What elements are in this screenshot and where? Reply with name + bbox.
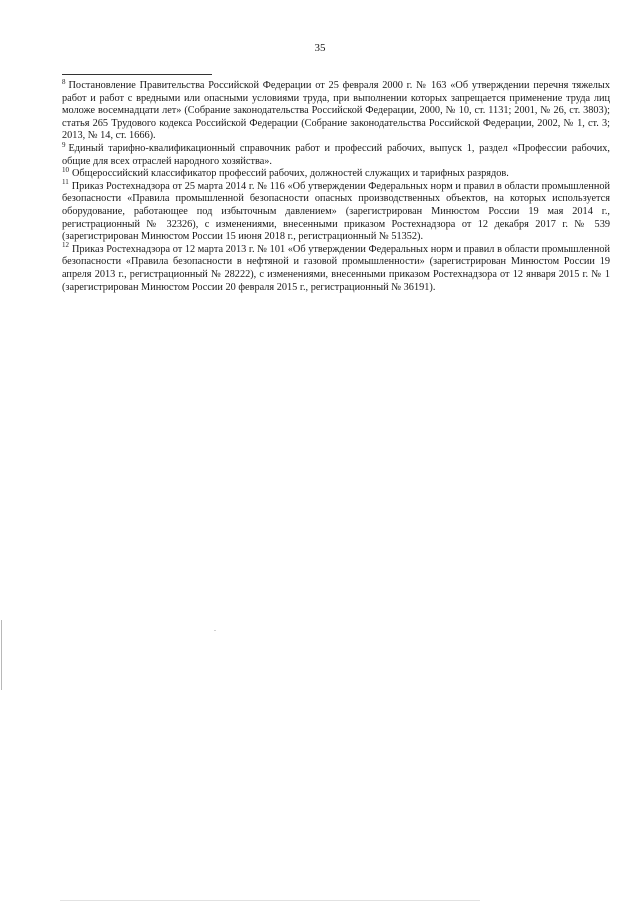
footnote-number: 8 [62, 77, 66, 86]
footnote-12 [62, 241, 610, 294]
footnote-text: Приказ Ростехнадзора от 25 марта 2014 г. № 116 «Об утверждении Федеральных норм и правил в области промышленной безопасности «Правила промышленной безопасности опасных производственных объектов, на которых используется оборудование, работающее под избыточным давлением» (зарегистрирован Минюстом России 19 мая 2014 г., регистрационный № 32326), с изменениями, внесенными приказом Ростехнадзора от 12 декабря 2017 г. № 539 (зарегистрирован Минюстом России 15 июня 2018 г., регистрационный № 51352). [62, 180, 610, 243]
footnote-number: 10 [62, 165, 69, 174]
footnote-text: Приказ Ростехнадзора от 12 марта 2013 г. № 101 «Об утверждении Федеральных норм и правил в области промышленной безопасности «Правила безопасности в нефтяной и газовой промышленности» (зарегистрирован Минюстом России 19 апреля 2013 г., регистрационный № 28222), с изменениями, внесенными приказом Ростехнадзора от 12 января 2015 г. № 1 (зарегистрирован Минюстом России 20 февраля 2015 г., регистрационный № 36191). [62, 243, 610, 293]
footnote-number: 12 [62, 241, 69, 250]
footnote-separator [62, 74, 212, 75]
footnote-9 [62, 140, 610, 168]
scan-artifact [214, 630, 216, 631]
scan-artifact [1, 620, 2, 690]
footnote-8 [62, 77, 610, 143]
footnote-11 [62, 178, 610, 244]
footnote-number: 9 [62, 140, 66, 149]
footnote-text: Общероссийский классификатор профессий рабочих, должностей служащих и тарифных разрядов. [72, 168, 509, 180]
footnote-number: 11 [62, 178, 69, 187]
page-number: 35 [314, 42, 326, 54]
footnote-text: Единый тарифно-квалификационный справочник работ и профессий рабочих, выпуск 1, раздел «Профессии рабочих, общие для всех отраслей народного хозяйства». [62, 142, 610, 167]
footnote-10 [62, 165, 610, 181]
scan-artifact [60, 900, 480, 901]
footnotes-block [62, 77, 610, 294]
footnote-text: Постановление Правительства Российской Федерации от 25 февраля 2000 г. № 163 «Об утверждении перечня тяжелых работ и работ с вредными или опасными условиями труда, при выполнении которых запрещается применение труда лиц моложе восемнадцати лет» (Собрание законодательства Российской Федерации, 2000, № 10, ст. 1131; 2001, № 26, ст. 3803); статья 265 Трудового кодекса Российской Федерации (Собрание законодательства Российской Федерации, 2002, № 1, ст. 3; 2013, № 14, ст. 1666). [62, 80, 610, 142]
